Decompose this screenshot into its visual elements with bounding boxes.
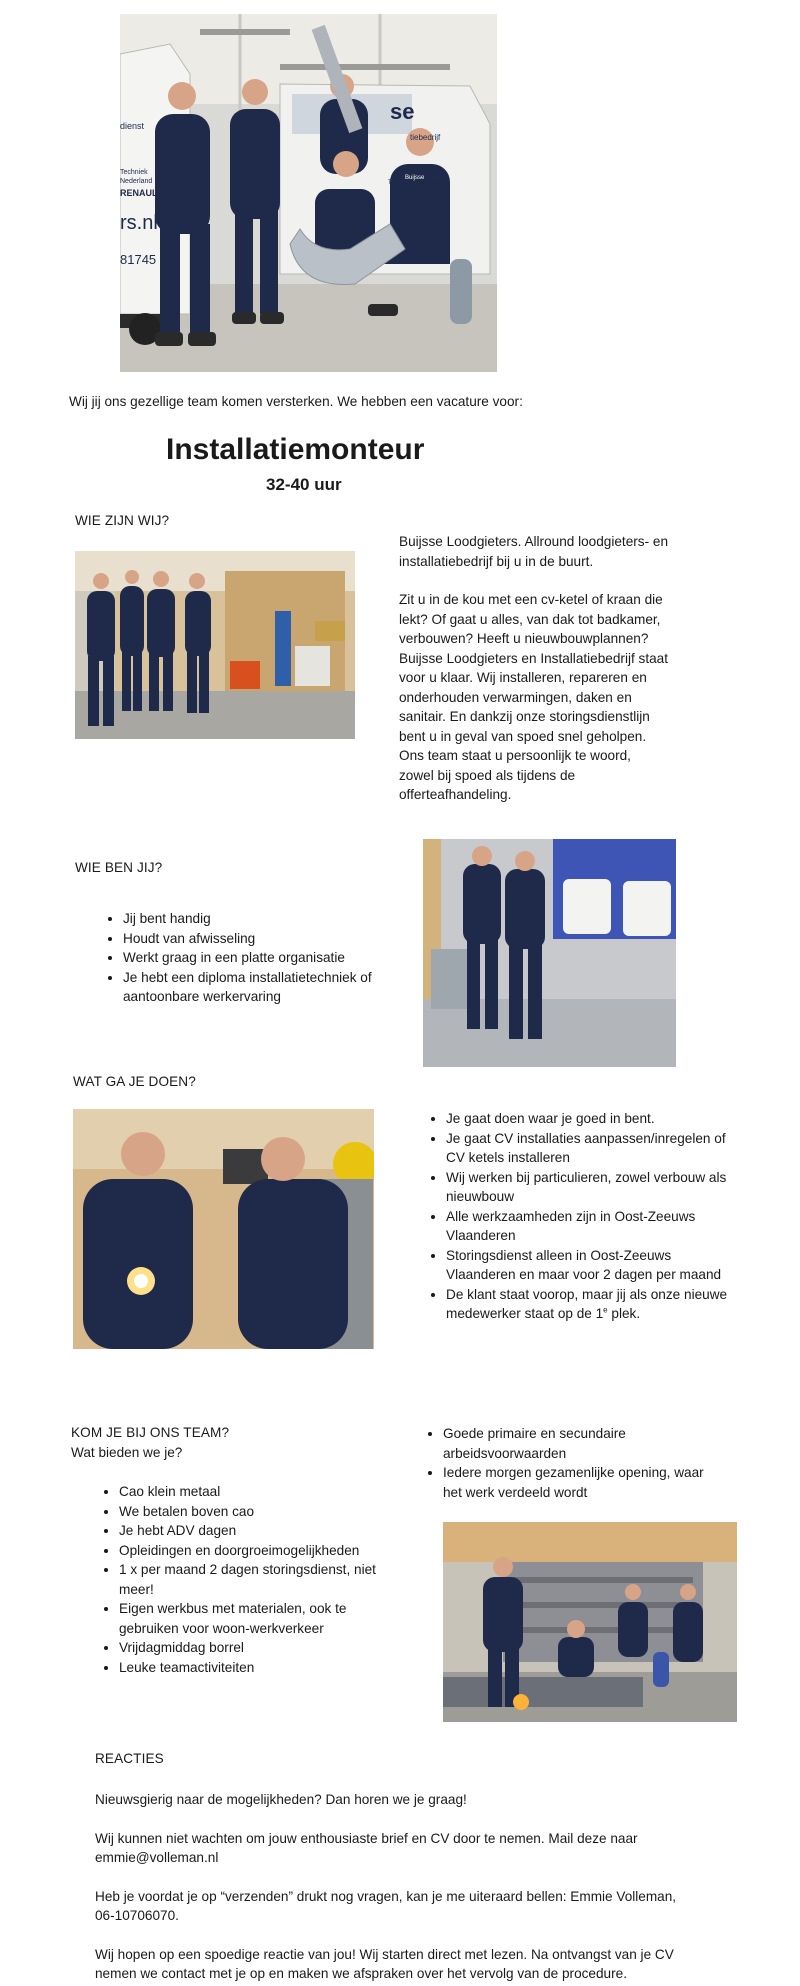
reacties-p3: Heb je voordat je op “verzenden” drukt nog vragen, kan je me uiteraard bellen: Emmie Volleman, 06-10706070.: [95, 1888, 677, 1923]
list-item: • Cao klein metaal: [119, 1482, 399, 1502]
list-item: • Je gaat doen waar je goed in bent.: [446, 1109, 736, 1129]
van-text-renault: RENAULT: [120, 188, 163, 198]
tasks-list: [404, 1109, 736, 1324]
list-item: • We betalen boven cao: [119, 1502, 399, 1522]
list-item: • 1 x per maand 2 dagen storingsdienst, niet meer!: [119, 1560, 399, 1599]
benefits-list-right: [401, 1424, 713, 1502]
van-text-nederland: Nederland: [120, 178, 153, 185]
intro-text: Wij jij ons gezellige team komen versterken. We hebben een vacature voor:: [69, 394, 523, 409]
heading-reacties: REACTIES: [95, 1751, 164, 1766]
van-text-phone: 81745: [120, 252, 157, 267]
list-item: • Vrijdagmiddag borrel: [119, 1638, 399, 1658]
reacties-p2: Wij kunnen niet wachten om jouw enthousiaste brief en CV door te nemen. Mail deze naar emmie@volleman.nl: [95, 1830, 638, 1865]
reacties-p1: Nieuwsgierig naar de mogelijkheden? Dan horen we je graag!: [95, 1792, 467, 1807]
list-item: • Houdt van afwisseling: [123, 929, 393, 949]
job-title: Installatiemonteur: [166, 433, 425, 466]
list-item: • Alle werkzaamheden zijn in Oost-Zeeuws Vlaanderen: [446, 1207, 736, 1246]
benefits-list: [77, 1482, 399, 1677]
list-item: • Eigen werkbus met materialen, ook te gebruiken voor woon-werkverkeer: [119, 1599, 399, 1638]
subheading-wat-bieden-we: Wat bieden we je?: [71, 1445, 183, 1460]
list-item: • Werkt graag in een platte organisatie: [123, 948, 393, 968]
list-item: • Opleidingen en doorgroeimogelijkheden: [119, 1541, 399, 1561]
workshop-photo: [75, 551, 355, 739]
list-item: • Je gaat CV installaties aanpassen/inregelen of CV ketels installeren: [446, 1129, 736, 1168]
list-item: • Iedere morgen gezamenlijke opening, waar het werk verdeeld wordt: [443, 1463, 713, 1502]
heading-wie-ben-jij: WIE BEN JIJ?: [75, 860, 163, 875]
van-text-right-sub: tiebedrijf: [410, 133, 441, 142]
last-item-end: plek.: [607, 1306, 641, 1321]
van-text-dienst: dienst: [120, 121, 145, 131]
heading-wie-zijn-wij: WIE ZIJN WIJ?: [75, 513, 170, 528]
brazing-photo: [73, 1109, 374, 1349]
about-us-p2: Zit u in de kou met een cv-ketel of kraan die lekt? Of gaat u alles, van dak tot badkamer, verbouwen? Heeft u nieuwbouwplannen? Buijsse Loodgieters en Installatiebedrijf staat voor u klaar. Wij installeren, repareren en onderhouden verwarmingen, daken en sanitair. En dankzij onze storingsdienstlijn bent u in geval van spoed snel geholpen. Ons team staat u persoonlijk te woord, zowel bij spoed als tijdens de offerteafhandeling.: [399, 592, 669, 802]
list-item: • Goede primaire en secundaire arbeidsvoorwaarden: [443, 1424, 713, 1463]
list-item: • Storingsdienst alleen in Oost-Zeeuws Vlaanderen en maar voor 2 dagen per maand: [446, 1246, 736, 1285]
reacties-text: [95, 1790, 695, 1984]
list-item: • Je hebt ADV dagen: [119, 1521, 399, 1541]
last-item-sup: e: [603, 1305, 608, 1315]
profile-list: [81, 909, 393, 1007]
walking-photo: [423, 839, 676, 1067]
heading-wat-ga-je-doen: WAT GA JE DOEN?: [73, 1074, 196, 1089]
list-item: • Je hebt een diploma installatietechniek of aantoonbare werkervaring: [123, 968, 393, 1007]
team-photo: [120, 14, 497, 372]
about-us-text: [399, 532, 669, 805]
heading-kom-je-bij: KOM JE BIJ ONS TEAM?: [71, 1425, 230, 1440]
list-item: • Jij bent handig: [123, 909, 393, 929]
last-item-text: De klant staat voorop, maar jij als onze nieuwe medewerker staat op de 1: [446, 1286, 728, 1321]
job-hours: 32-40 uur: [266, 475, 342, 494]
warehouse-photo: [443, 1522, 737, 1722]
van-text-techniek: Techniek: [120, 169, 148, 176]
about-us-p1: Buijsse Loodgieters. Allround loodgieters- en installatiebedrijf bij u in de buurt.: [399, 534, 669, 569]
van-text-domain: rs.nl: [120, 212, 158, 234]
van-text-right-brand: se: [390, 99, 415, 124]
reacties-p4: Wij hopen op een spoedige reactie van jou! Wij starten direct met lezen. Na ontvangst van je CV nemen we contact met je op en maken we afspraken over het vervolg van de procedure.: [95, 1946, 674, 1981]
list-item: • Wij werken bij particulieren, zowel verbouw als nieuwbouw: [446, 1168, 736, 1207]
jacket-logo-text: Buijsse: [405, 175, 425, 181]
list-item: [446, 1285, 736, 1324]
van-text-right-sub2: Techniek Nederland: [388, 180, 442, 186]
list-item: • Leuke teamactiviteiten: [119, 1658, 399, 1678]
